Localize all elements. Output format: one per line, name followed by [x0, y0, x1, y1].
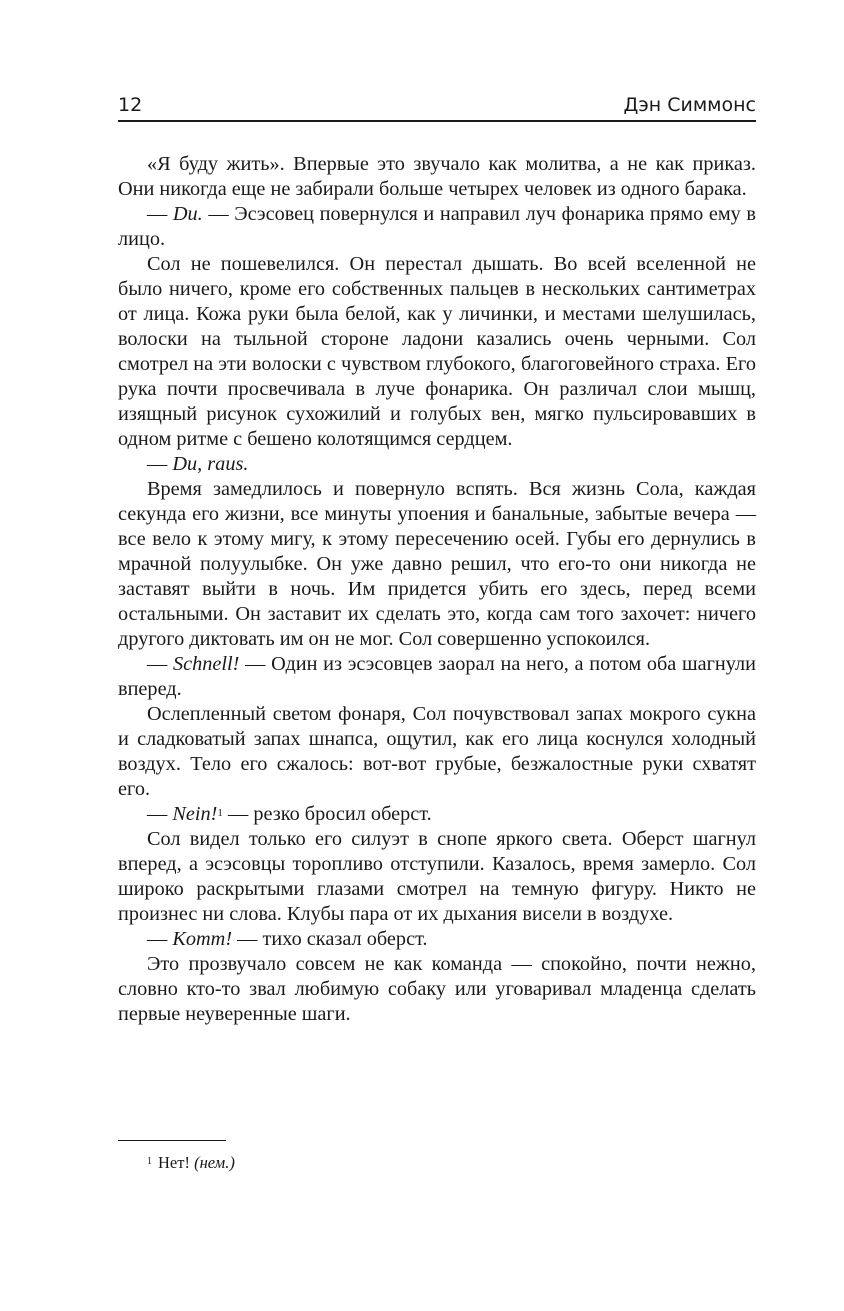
paragraph-text: Сол видел только его силуэт в снопе яркого света. Оберст шагнул вперед, а эсэсовцы торопливо отступили. Казалось, время замерло. Сол широко раскрытыми глазами смотрел на темную фигуру. Никто не произнес ни слова. Клубы пара от их дыхания висели в воздухе.: [118, 828, 756, 925]
paragraph: [118, 952, 756, 1027]
paragraph-text: «Я буду жить». Впервые это звучало как молитва, а не как приказ. Они никогда еще не забирали больше четырех человек из одного барака.: [118, 153, 756, 200]
foreign-speech: Du, raus.: [172, 453, 249, 475]
dialogue-dash: —: [147, 453, 173, 475]
page-number: 12: [118, 94, 143, 116]
foreign-speech: Nein!: [172, 803, 218, 825]
paragraph: [118, 702, 756, 802]
footnote: [147, 1152, 235, 1174]
dialogue-text: — резко бросил оберст.: [222, 803, 432, 825]
dialogue-dash: —: [147, 653, 173, 675]
main-text: [118, 152, 756, 1027]
paragraph: [118, 477, 756, 652]
foreign-speech: Du.: [172, 203, 203, 225]
dialogue-text: — тихо сказал оберст.: [232, 928, 428, 950]
running-head-author: Дэн Симмонс: [623, 94, 756, 116]
header-rule: [118, 120, 756, 122]
foreign-speech: Komm!: [172, 928, 233, 950]
dialogue-dash: —: [147, 803, 173, 825]
paragraph: [118, 827, 756, 927]
footnote-text: Нет!: [158, 1153, 195, 1172]
dialogue-paragraph: [118, 202, 756, 252]
paragraph: [118, 152, 756, 202]
footnote-reference[interactable]: 1: [217, 807, 223, 819]
dialogue-dash: —: [147, 928, 173, 950]
foreign-speech: Schnell!: [172, 653, 240, 675]
dialogue-text: — Эсэсовец повернулся и направил луч фонарика прямо ему в лицо.: [118, 203, 756, 250]
dialogue-paragraph: [118, 802, 756, 827]
dialogue-paragraph: [118, 927, 756, 952]
footnote-rule: [118, 1140, 226, 1141]
footnote-language-note: (нем.): [194, 1153, 235, 1172]
page-header: [118, 92, 756, 118]
dialogue-dash: —: [147, 203, 173, 225]
dialogue-paragraph: [118, 452, 756, 477]
dialogue-paragraph: [118, 652, 756, 702]
footnote-marker: 1: [147, 1156, 152, 1167]
paragraph-text: Ослепленный светом фонаря, Сол почувствовал запах мокрого сукна и сладковатый запах шнапса, ощутил, как его лица коснулся холодный воздух. Тело его сжалось: вот-вот грубые, безжалостные руки схватят его.: [118, 703, 756, 800]
paragraph-text: Время замедлилось и повернуло вспять. Вся жизнь Сола, каждая секунда его жизни, все минуты упоения и банальные, забытые вечера — все вело к этому мигу, к этому пересечению осей. Губы его дернулись в мрачной полуулыбке. Он уже давно решил, что его-то они никогда не заставят выйти в ночь. Им придется убить его здесь, перед всеми остальными. Он заставит их сделать это, когда сам того захочет: ничего другого диктовать им он не мог. Сол совершенно успокоился.: [118, 478, 756, 650]
paragraph-text: Сол не пошевелился. Он перестал дышать. Во всей вселенной не было ничего, кроме его собственных пальцев в нескольких сантиметрах от лица. Кожа руки была белой, как у личинки, и местами шелушилась, волоски на тыльной стороне ладони казались очень черными. Сол смотрел на эти волоски с чувством глубокого, благоговейного страха. Его рука почти просвечивала в луче фонарика. Он различал слои мышц, изящный рисунок сухожилий и голубых вен, мягко пульсировавших в одном ритме с бешено колотящимся сердцем.: [118, 253, 756, 450]
dialogue-text: — Один из эсэсовцев заорал на него, а потом оба шагнули вперед.: [118, 653, 756, 700]
paragraph-text: Это прозвучало совсем не как команда — спокойно, почти нежно, словно кто-то звал любимую собаку или уговаривал младенца сделать первые неуверенные шаги.: [118, 953, 756, 1025]
paragraph: [118, 252, 756, 452]
